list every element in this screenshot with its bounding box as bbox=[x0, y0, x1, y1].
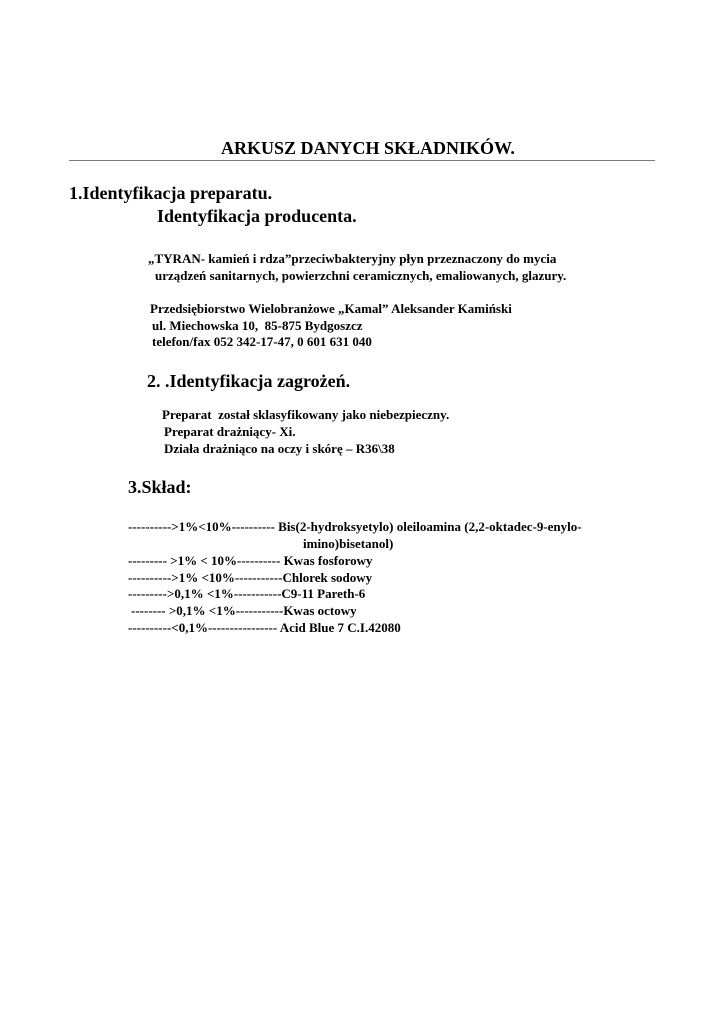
company-name: Przedsiębiorstwo Wielobranżowe „Kamal” Aleksander Kamiński bbox=[150, 301, 512, 316]
composition-line: ---------->1% <10%-----------Chlorek sodowy bbox=[128, 570, 373, 585]
hazard-line: Działa drażniąco na oczy i skórę – R36\38 bbox=[164, 441, 395, 456]
composition-line: ----------<0,1%---------------- Acid Blue 7 C.I.42080 bbox=[128, 620, 401, 635]
title-divider bbox=[69, 160, 655, 161]
composition-line: --------->0,1% <1%-----------C9-11 Pareth-6 bbox=[128, 586, 366, 601]
composition-line: ---------->1%<10%---------- Bis(2-hydroksyetylo) oleiloamina (2,2-oktadec-9-enylo- bbox=[128, 519, 582, 534]
company-phone: telefon/fax 052 342-17-47, 0 601 631 040 bbox=[152, 334, 372, 349]
section3-heading: 3.Skład: bbox=[128, 477, 192, 497]
document-title: ARKUSZ DANYCH SKŁADNIKÓW. bbox=[221, 138, 515, 158]
section1-heading: 1.Identyfikacja preparatu. bbox=[69, 183, 273, 203]
composition-line-continuation: imino)bisetanol) bbox=[303, 536, 394, 551]
section2-heading: 2. .Identyfikacja zagrożeń. bbox=[147, 371, 351, 391]
product-description-line2: urządzeń sanitarnych, powierzchni ceramicznych, emaliowanych, glazury. bbox=[155, 268, 567, 283]
company-address: ul. Miechowska 10, 85-875 Bydgoszcz bbox=[152, 318, 363, 333]
hazard-line: Preparat został sklasyfikowany jako niebezpieczny. bbox=[162, 407, 450, 422]
composition-line: -------- >0,1% <1%-----------Kwas octowy bbox=[131, 603, 357, 618]
hazard-line: Preparat drażniący- Xi. bbox=[164, 424, 296, 439]
section1-subheading: Identyfikacja producenta. bbox=[157, 206, 357, 226]
composition-line: --------- >1% < 10%---------- Kwas fosforowy bbox=[128, 553, 373, 568]
product-description-line1: „TYRAN- kamień i rdza”przeciwbakteryjny płyn przeznaczony do mycia bbox=[148, 251, 557, 266]
